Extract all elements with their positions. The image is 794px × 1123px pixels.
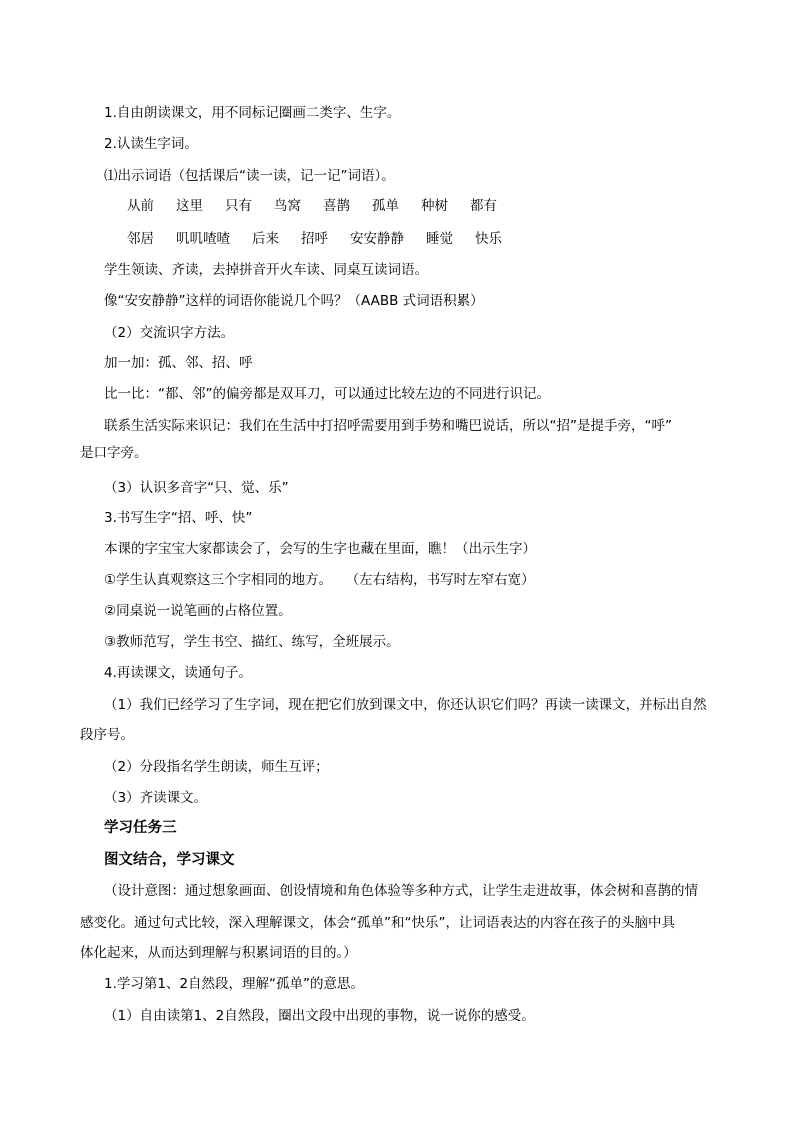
paragraph-read-words: 学生领读、齐读，去掉拼音开火车读、同桌互读词语。 [104, 262, 428, 278]
word-item: 只有 [225, 198, 252, 214]
word-item: 叽叽喳喳 [176, 231, 230, 247]
paragraph-read-together: （3）齐读课文。 [104, 790, 208, 806]
word-item: 邻居 [127, 231, 154, 247]
paragraph-compare: 比一比：“都、邻”的偏旁都是双耳刀，可以通过比较左边的不同进行识记。 [104, 386, 550, 402]
step-3-write-characters: 3.书写生字“招、呼、快” [104, 510, 253, 526]
design-intent-line-3: 体化起来，从而达到理解与积累词语的目的。） [80, 945, 357, 961]
word-list-row-1 [127, 196, 519, 216]
word-item: 鸟窝 [274, 198, 301, 214]
paragraph-real-life-1: 联系生活实际来识记：我们在生活中打招呼需要用到手势和嘴巴说话，所以“招”是提手旁，“呼” [104, 418, 672, 434]
step-1-study-paragraphs: 1.学习第1、2自然段，理解“孤单”的意思。 [104, 976, 365, 992]
step-2-3-polyphones: （3）认识多音字“只、觉、乐” [104, 480, 289, 496]
paragraph-reread-1: （1）我们已经学习了生字词，现在把它们放到课文中，你还认识它们吗？再读一读课文，并标出自然 [104, 697, 707, 713]
word-item: 喜鹊 [323, 198, 350, 214]
paragraph-reread-2: 段序号。 [80, 727, 134, 743]
word-item: 从前 [127, 198, 154, 214]
step-1-read-aloud: 1.自由朗读课文，用不同标记圈画二类字、生字。 [104, 105, 401, 121]
step-1-1-free-reading: （1）自由读第1、2自然段，圈出文段中出现的事物，说一说你的感受。 [104, 1008, 535, 1024]
section-subheading: 图文结合，学习课文 [104, 852, 235, 868]
word-item: 睡觉 [426, 231, 453, 247]
paragraph-stroke-position: ②同桌说一说笔画的占格位置。 [104, 603, 292, 619]
design-intent-line-2: 感变化。通过句式比较，深入理解课文，体会“孤单”和“快乐”，让词语表达的内容在孩子的头脑中具 [80, 915, 675, 931]
word-item: 快乐 [475, 231, 502, 247]
word-item: 后来 [252, 231, 279, 247]
word-item: 这里 [176, 198, 203, 214]
paragraph-paragraph-reading: （2）分段指名学生朗读，师生互评； [104, 759, 329, 775]
step-4-reread: 4.再读课文，读通句子。 [104, 665, 252, 681]
paragraph-aabb-words: 像“安安静静”这样的词语你能说几个吗？（AABB 式词语积累） [104, 293, 484, 309]
word-item: 招呼 [301, 231, 328, 247]
paragraph-observe: ①学生认真观察这三个字相同的地方。 （左右结构，书写时左窄右宽） [104, 572, 535, 588]
word-item: 安安静静 [350, 231, 404, 247]
paragraph-teacher-demo: ③教师范写，学生书空、描红、练写，全班展示。 [104, 634, 400, 650]
word-item: 都有 [470, 198, 497, 214]
paragraph-real-life-2: 是口字旁。 [80, 445, 148, 461]
step-2-recognize-words: 2.认读生字词。 [104, 136, 198, 152]
section-heading-task-3: 学习任务三 [104, 820, 177, 836]
paragraph-show-characters: 本课的字宝宝大家都读会了，会写的生字也藏在里面，瞧！（出示生字） [104, 541, 536, 557]
word-item: 种树 [421, 198, 448, 214]
step-2-1-show-words: ⑴出示词语（包括课后“读一读，记一记”词语）。 [104, 168, 395, 184]
step-2-2-methods: （2）交流识字方法。 [104, 325, 235, 341]
word-item: 孤单 [372, 198, 399, 214]
word-list-row-2 [127, 229, 524, 249]
paragraph-add-parts: 加一加：孤、邻、招、呼 [104, 355, 253, 371]
design-intent-line-1: （设计意图：通过想象画面、创设情境和角色体验等多种方式，让学生走进故事，体会树和喜鹊的情 [104, 883, 698, 899]
